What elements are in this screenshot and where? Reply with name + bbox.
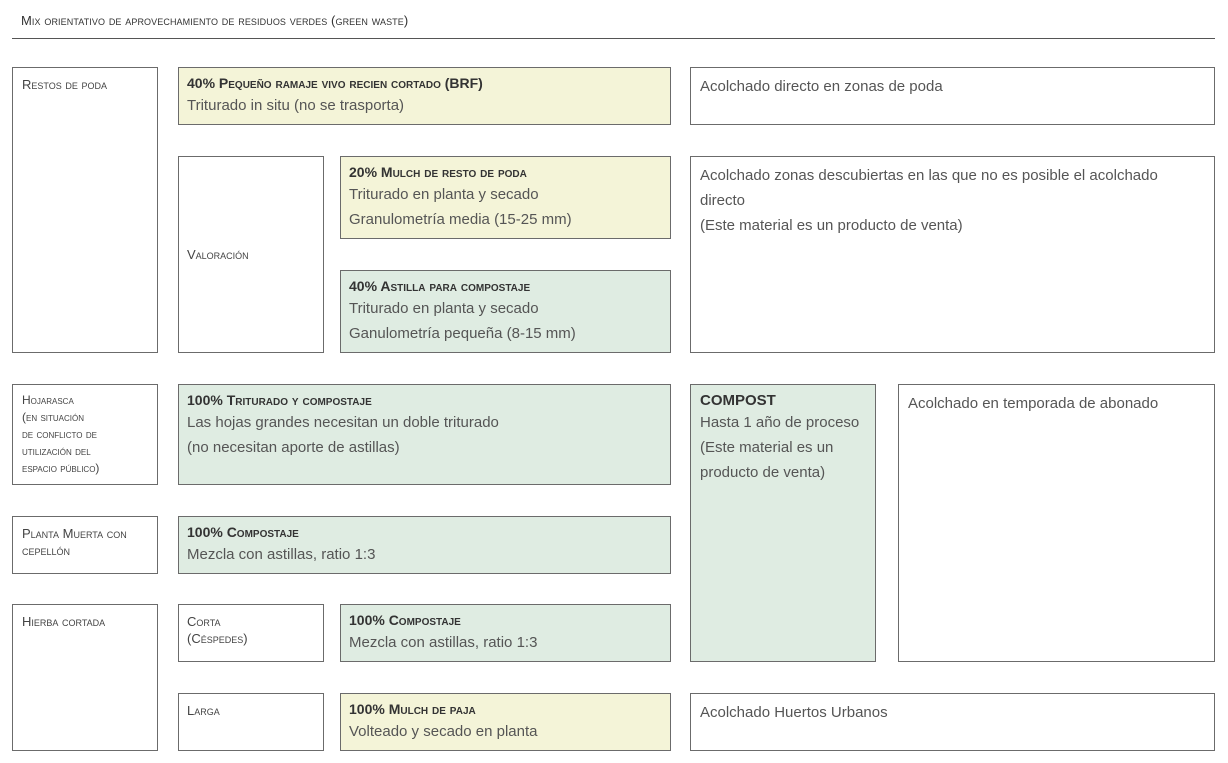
compost-box — [690, 384, 876, 662]
use-acolchado-zonas-descubiertas — [690, 156, 1215, 353]
process-detail: Ganulometría pequeña (8-15 mm) — [349, 325, 576, 342]
process-detail: Granulometría media (15-25 mm) — [349, 211, 572, 228]
process-heading: 40% Astilla para compostaje — [349, 278, 531, 294]
process-detail: Triturado in situ (no se trasporta) — [187, 97, 405, 114]
process-detail: (no necesitan aporte de astillas) — [187, 439, 400, 456]
process-heading: 100% Triturado y compostaje — [187, 392, 372, 408]
process-detail: Triturado en planta y secado — [349, 300, 539, 317]
page-title: Mix orientativo de aprovechamiento de residuos verdes (green waste) — [21, 13, 409, 28]
process-mulch-resto-poda — [340, 156, 671, 239]
category-hojarasca: Hojarasca (en situación de conflicto de utilización del espacio público) — [12, 384, 158, 485]
use-note: (Este material es un producto de venta) — [700, 217, 963, 234]
process-compostaje-planta-muerta — [178, 516, 671, 574]
category-planta-muerta: Planta Muerta con cepellón — [12, 516, 158, 574]
compost-heading: COMPOST — [700, 392, 776, 409]
process-detail: Mezcla con astillas, ratio 1:3 — [349, 634, 538, 651]
use-acolchado-directo — [690, 67, 1215, 125]
process-detail: Volteado y secado en planta — [349, 723, 538, 740]
process-heading: 20% Mulch de resto de poda — [349, 164, 527, 180]
use-acolchado-huertos-urbanos — [690, 693, 1215, 751]
process-brf — [178, 67, 671, 125]
label-larga: Larga — [178, 693, 324, 751]
process-triturado-compostaje — [178, 384, 671, 485]
process-compostaje-hierba-corta — [340, 604, 671, 662]
use-text: Acolchado Huertos Urbanos — [700, 704, 888, 721]
label-valoracion: Valoración — [178, 156, 324, 353]
process-heading: 100% Compostaje — [349, 612, 461, 628]
label-corta: Corta (Céspedes) — [178, 604, 324, 662]
process-detail: Las hojas grandes necesitan un doble triturado — [187, 414, 499, 431]
category-restos-de-poda: Restos de poda — [12, 67, 158, 353]
process-detail: Triturado en planta y secado — [349, 186, 539, 203]
process-heading: 40% Pequeño ramaje vivo recien cortado (BRF) — [187, 75, 483, 91]
compost-detail: Hasta 1 año de proceso — [700, 414, 860, 431]
process-mulch-paja — [340, 693, 671, 751]
title-divider — [12, 38, 1215, 39]
use-acolchado-abonado — [898, 384, 1215, 662]
use-text: Acolchado directo en zonas de poda — [700, 78, 943, 95]
process-heading: 100% Mulch de paja — [349, 701, 476, 717]
process-heading: 100% Compostaje — [187, 524, 299, 540]
category-hierba-cortada: Hierba cortada — [12, 604, 158, 751]
compost-note: (Este material es un producto de venta) — [700, 439, 834, 481]
use-text: Acolchado en temporada de abonado — [908, 395, 1159, 412]
process-detail: Mezcla con astillas, ratio 1:3 — [187, 546, 376, 563]
process-astilla-compostaje — [340, 270, 671, 353]
use-text: Acolchado zonas descubiertas en las que no es posible el acolchado directo — [700, 167, 1158, 209]
